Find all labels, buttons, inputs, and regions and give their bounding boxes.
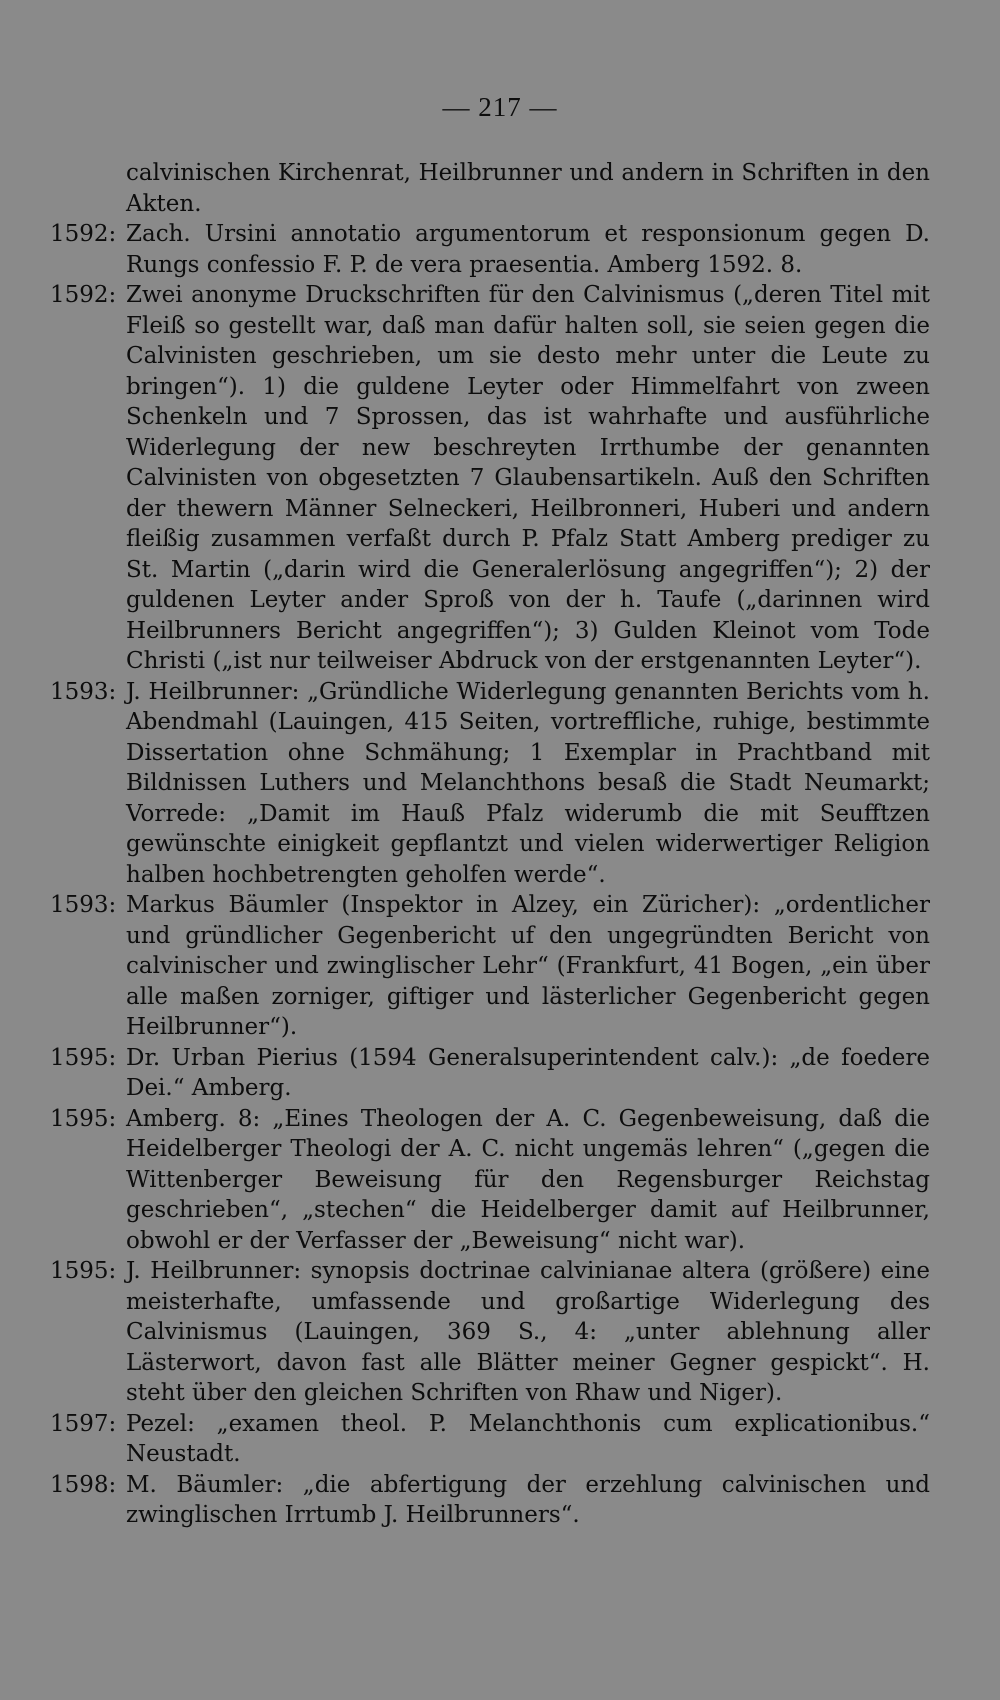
continued-paragraph: calvinischen Kirchenrat, Heilbrunner und andern in Schriften in den Akten. (126, 160, 930, 217)
page-number: — 217 — (442, 92, 558, 122)
entry-year: 1593: (50, 892, 117, 918)
bibliography-entry (50, 1104, 930, 1257)
bibliography-entry (50, 890, 930, 1043)
entry-text: Amberg. 8: „Eines Theologen der A. C. Gegenbeweisung, daß die Heidelberger Theologi der A. C. nicht ungemäs lehren“ („gegen die Wittenberger Beweisung für den Regensburger Reichstag geschrieben“, „stechen“ die Heidelberger damit auf Heilbrunner, obwohl er der Verfasser der „Beweisung“ nicht war). (126, 1105, 930, 1254)
entry-text: Zwei anonyme Druckschriften für den Calvinismus („deren Titel mit Fleiß so gestellt war, daß man dafür halten soll, sie seien gegen die Calvinisten geschrieben, um sie desto mehr unter die Leute zu bringen“). 1) die guldene Leyter oder Himmelfahrt von zween Schenkeln und 7 Sprossen, das ist wahrhafte und ausführliche Widerlegung der new beschreyten Irrthumbe der genannten Calvinisten von obgesetzten 7 Glaubensartikeln. Auß den Schriften der thewern Männer Selneckeri, Heilbronneri, Huberi und andern fleißig zusammen verfaßt durch P. Pfalz Statt Amberg prediger zu St. Martin („darin wird die Generalerlösung angegriffen“); 2) der guldenen Leyter ander Sproß von der h. Taufe („darinnen wird Heilbrunners Bericht angegriffen“); 3) Gulden Kleinot vom Tode Christi („ist nur teilweiser Abdruck von der erstgenannten Leyter“). (126, 282, 930, 674)
entry-text: Markus Bäumler (Inspektor in Alzey, ein Züricher): „ordentlicher und gründlicher Gegenbericht uf den ungegründten Bericht von calvinischer und zwinglischer Lehr“ (Frankfurt, 41 Bogen, „ein über alle maßen zorniger, giftiger und lästerlicher Gegenbericht gegen Heilbrunner“). (126, 892, 930, 1040)
entry-text: J. Heilbrunner: „Gründliche Widerlegung genannten Berichts vom h. Abendmahl (Lauingen, 415 Seiten, vortreffliche, ruhige, bestimmte Dissertation ohne Schmähung; 1 Exemplar in Prachtband mit Bildnissen Luthers und Melanchthons besaß die Stadt Neumarkt; Vorrede: „Damit im Hauß Pfalz widerumb die mit Seufftzen gewünschte einigkeit gepflantzt und vielen widerwertiger Religion halben hochbetrengten geholfen werde“. (126, 678, 930, 888)
bibliography-entry (50, 219, 930, 280)
bibliography-entry (50, 677, 930, 891)
bibliography-entry (50, 1409, 930, 1470)
entry-text: Pezel: „examen theol. P. Melanchthonis cum explicationibus.“ Neustadt. (126, 1410, 930, 1467)
entry-year: 1597: (50, 1410, 117, 1437)
entry-year: 1595: (50, 1258, 117, 1284)
entry-text: Zach. Ursini annotatio argumentorum et responsionum gegen D. Rungs confessio F. P. de vera praesentia. Amberg 1592. 8. (126, 221, 930, 278)
entry-text: Dr. Urban Pierius (1594 Generalsuperintendent calv.): „de foedere Dei.“ Amberg. (126, 1044, 930, 1101)
entry-year: 1595: (50, 1105, 117, 1132)
entry-year: 1598: (50, 1471, 117, 1498)
bibliography-entry (50, 1043, 930, 1104)
bibliography-entry (50, 1470, 930, 1531)
entry-text: J. Heilbrunner: synopsis doctrinae calvinianae altera (größere) eine meisterhafte, umfassende und großartige Widerlegung des Calvinismus (Lauingen, 369 S., 4: „unter ablehnung aller Lästerwort, davon fast alle Blätter meiner Gegner gespickt“. H. steht über den gleichen Schriften von Rhaw und Niger). (126, 1258, 930, 1406)
entry-text: M. Bäumler: „die abfertigung der erzehlung calvinischen und zwinglischen Irrtumb J. Heilbrunners“. (126, 1471, 930, 1528)
entry-year: 1595: (50, 1044, 117, 1071)
entry-year: 1592: (50, 282, 117, 308)
entry-year: 1592: (50, 221, 117, 247)
bibliography-entry (50, 280, 930, 677)
bibliography-entry (50, 1256, 930, 1409)
entry-year: 1593: (50, 678, 117, 705)
page-body (50, 158, 930, 1531)
